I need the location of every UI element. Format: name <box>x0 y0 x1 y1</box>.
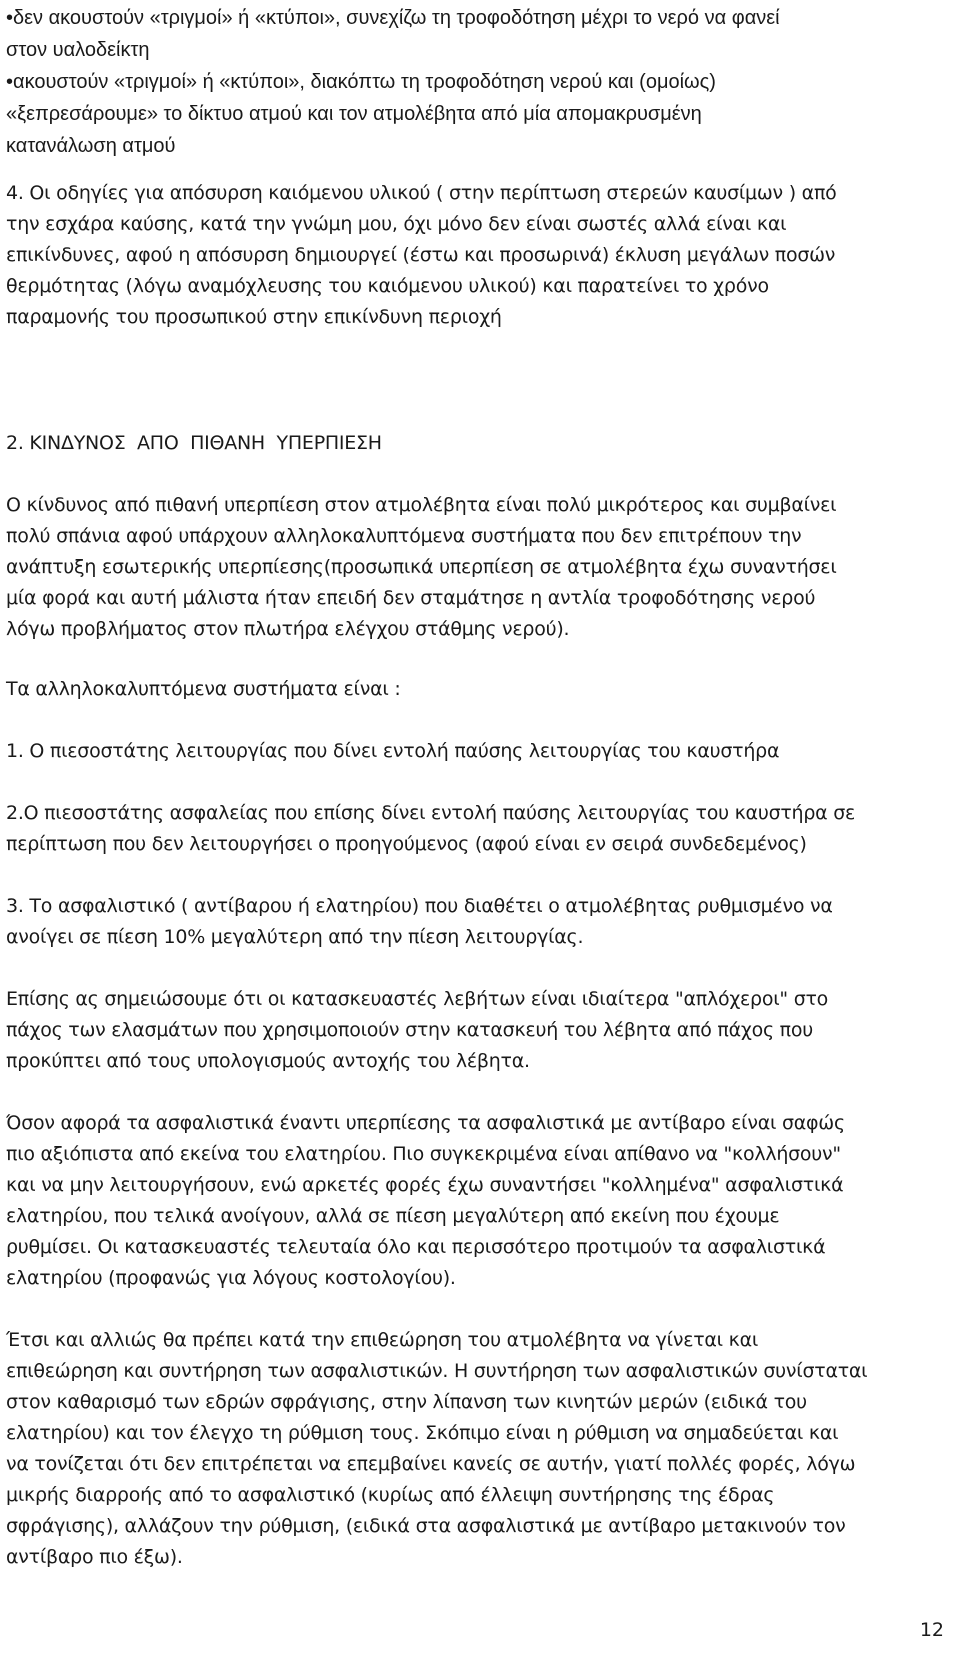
text-line: ελατηρίου) και τον έλεγχο τη ρύθμιση τους. Σκόπιμο είναι η ρύθμιση να σημαδεύεται και <box>6 1422 839 1444</box>
text-line: επικίνδυνες, αφού η απόσυρση δημιουργεί (έστω και προσωρινά) έκλυση μεγάλων ποσών <box>6 244 836 266</box>
document-page <box>6 0 956 1655</box>
manufacturers-paragraph <box>6 984 828 1077</box>
procedure-bullets <box>6 2 780 162</box>
text-line: στον υαλοδείκτη <box>6 39 150 61</box>
inspection-paragraph <box>6 1325 867 1573</box>
text-line: να τονίζεται ότι δεν επιτρέπεται να επεμβαίνει κανείς σε αυτήν, γιατί πολλές φορές, λόγω <box>6 1453 856 1475</box>
text-line: κατανάλωση ατμού <box>6 135 176 157</box>
text-line: λόγω προβλήματος στον πλωτήρα ελέγχου στάθμης νερού). <box>6 618 570 640</box>
section-heading <box>6 428 382 459</box>
text-line: ανοίγει σε πίεση 10% μεγαλύτερη από την πίεση λειτουργίας. <box>6 926 584 948</box>
text-line: θερμότητας (λόγω αναμόχλευσης του καιόμενου υλικού) και παρατείνει το χρόνο <box>6 275 769 297</box>
text-line: Επίσης ας σημειώσουμε ότι οι κατασκευαστές λεβήτων είναι ιδιαίτερα "απλόχεροι" στο <box>6 988 829 1010</box>
text-line: την εσχάρα καύσης, κατά την γνώμη μου, όχι μόνο δεν είναι σωστές αλλά είναι και <box>6 213 787 235</box>
safety-valves-paragraph <box>6 1108 845 1294</box>
text-line: επιθεώρηση και συντήρηση των ασφαλιστικών. Η συντήρηση των ασφαλιστικών συνίσταται <box>6 1360 868 1382</box>
item-4-paragraph <box>6 178 837 333</box>
page-number: 12 <box>919 1619 944 1641</box>
text-line: ρυθμίσει. Οι κατασκευαστές τελευταία όλο και περισσότερο προτιμούν τα ασφαλιστικά <box>6 1236 826 1258</box>
text-line: •δεν ακουστούν «τριγμοί» ή «κτύποι», συνεχίζω τη τροφοδότηση μέχρι το νερό να φανεί <box>6 7 780 29</box>
text-line: πάχος των ελασμάτων που χρησιμοποιούν στην κατασκευή του λέβητα από πάχος που <box>6 1019 813 1041</box>
section-heading-text: 2. ΚΙΝΔΥΝΟΣ ΑΠΟ ΠΙΘΑΝΗ ΥΠΕΡΠΙΕΣΗ <box>6 432 382 454</box>
text-line: Ο κίνδυνος από πιθανή υπερπίεση στον ατμολέβητα είναι πολύ μικρότερος και συμβαίνει <box>6 494 837 516</box>
text-line: 4. Οι οδηγίες για απόσυρση καιόμενου υλικού ( στην περίπτωση στερεών καυσίμων ) από <box>6 182 837 204</box>
risk-paragraph <box>6 490 837 645</box>
text-line: 1. Ο πιεσοστάτης λειτουργίας που δίνει εντολή παύσης λειτουργίας του καυστήρα <box>6 740 780 762</box>
text-line: προκύπτει από τους υπολογισμούς αντοχής του λέβητα. <box>6 1050 530 1072</box>
text-line: Τα αλληλοκαλυπτόμενα συστήματα είναι : <box>6 678 401 700</box>
text-line: σφράγισης), αλλάζουν την ρύθμιση, (ειδικά στα ασφαλιστικά με αντίβαρο μετακινούν τον <box>6 1515 846 1537</box>
text-line: μία φορά και αυτή μάλιστα ήταν επειδή δεν σταμάτησε η αντλία τροφοδότησης νερού <box>6 587 816 609</box>
system-item-1 <box>6 736 779 767</box>
text-line: και να μην λειτουργήσουν, ενώ αρκετές φορές έχω συναντήσει "κολλημένα" ασφαλιστικά <box>6 1174 844 1196</box>
text-line: Όσον αφορά τα ασφαλιστικά έναντι υπερπίεσης τα ασφαλιστικά με αντίβαρο είναι σαφώς <box>6 1112 845 1134</box>
text-line: «ξεπρεσάρουμε» το δίκτυο ατμού και τον ατμολέβητα από μία απομακρυσμένη <box>6 103 702 125</box>
text-line: στον καθαρισμό των εδρών σφράγισης, στην λίπανση των κινητών μερών (ειδικά του <box>6 1391 807 1413</box>
text-line: αντίβαρο πιο έξω). <box>6 1546 183 1568</box>
text-line: 3. Το ασφαλιστικό ( αντίβαρου ή ελατηρίου) που διαθέτει ο ατμολέβητας ρυθμισμένο να <box>6 895 833 917</box>
text-line: παραμονής του προσωπικού στην επικίνδυνη περιοχή <box>6 306 502 328</box>
text-line: •ακουστούν «τριγμοί» ή «κτύποι», διακόπτω τη τροφοδότηση νερού και (ομοίως) <box>6 71 716 93</box>
text-line: περίπτωση που δεν λειτουργήσει ο προηγούμενος (αφού είναι εν σειρά συνδεδεμένος) <box>6 833 807 855</box>
text-line: 2.Ο πιεσοστάτης ασφαλείας που επίσης δίνει εντολή παύσης λειτουργίας του καυστήρα σε <box>6 802 856 824</box>
text-line: πολύ σπάνια αφού υπάρχουν αλληλοκαλυπτόμενα συστήματα που δεν επιτρέπουν την <box>6 525 802 547</box>
text-line: πιο αξιόπιστα από εκείνα του ελατηρίου. Πιο συγκεκριμένα είναι απίθανο να "κολλήσουν" <box>6 1143 841 1165</box>
system-item-2 <box>6 798 855 860</box>
text-line: ελατηρίου (προφανώς για λόγους κοστολογίου). <box>6 1267 456 1289</box>
text-line: ανάπτυξη εσωτερικής υπερπίεσης(προσωπικά υπερπίεση σε ατμολέβητα έχω συναντήσει <box>6 556 837 578</box>
text-line: μικρής διαρροής από το ασφαλιστικό (κυρίως από έλλειψη συντήρησης της έδρας <box>6 1484 775 1506</box>
text-line: ελατηρίου, που τελικά ανοίγουν, αλλά σε πίεση μεγαλύτερη από εκείνη που έχουμε <box>6 1205 780 1227</box>
system-item-3 <box>6 891 833 953</box>
text-line: Έτσι και αλλιώς θα πρέπει κατά την επιθεώρηση του ατμολέβητα να γίνεται και <box>6 1329 759 1351</box>
systems-intro <box>6 674 400 705</box>
